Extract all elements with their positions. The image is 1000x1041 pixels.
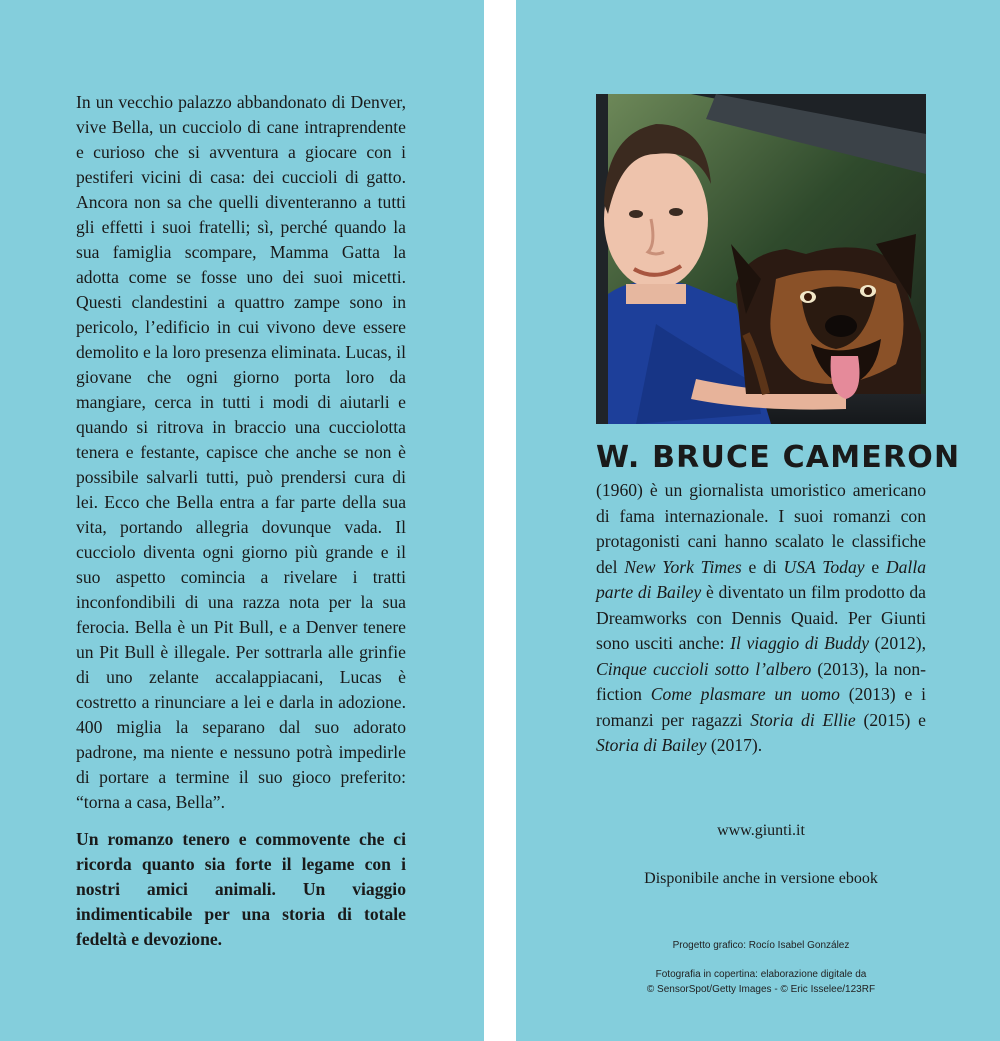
bio-title-italic: Storia di Ellie xyxy=(750,709,856,730)
bio-text: (1960) è un giornalista umoristico americano di fama internazionale. I suoi romanzi con protagonisti cani hanno scalato le classifiche del xyxy=(596,480,926,577)
bio-text: (2015) e xyxy=(855,709,926,730)
photo-credit xyxy=(516,967,1000,997)
bio-title-italic: USA Today xyxy=(783,556,865,577)
bio-title-italic: Storia di Bailey xyxy=(596,735,707,755)
bio-text: (2012), xyxy=(869,633,926,653)
left-flap xyxy=(0,0,484,1041)
author-bio xyxy=(596,478,926,759)
bio-title-italic: Come plasmare un uomo xyxy=(650,684,840,704)
author-bio-paragraph xyxy=(596,478,926,759)
bio-text: (2017). xyxy=(706,735,763,755)
design-credit: Progetto grafico: Rocío Isabel González xyxy=(672,940,850,951)
bio-text: è diventato un film prodotto da Dreamworks con Dennis Quaid. Per Giunti sono usciti anche: xyxy=(596,582,926,653)
ebook-availability-note: Disponibile anche in versione ebook xyxy=(644,870,878,887)
synopsis-closing-bold: Un romanzo tenero e commovente che ci ricorda quanto sia forte il legame con i nostri amici animali. Un viaggio indimenticabile per una storia di totale fedeltà e devozione. xyxy=(76,829,406,949)
bio-title-italic: Dalla parte di Bailey xyxy=(596,556,926,602)
bio-title-italic: Il viaggio di Buddy xyxy=(730,633,870,653)
bio-text: e xyxy=(864,556,886,577)
photo-credit-line: Fotografia in copertina: elaborazione digitale da xyxy=(655,969,867,980)
author-photo xyxy=(596,94,926,424)
bio-title-italic: New York Times xyxy=(624,556,742,577)
bio-text: (2013) e i romanzi per ragazzi xyxy=(596,684,926,730)
synopsis-text-block xyxy=(76,90,406,952)
synopsis-paragraph: In un vecchio palazzo abbandonato di Denver, vive Bella, un cucciolo di cane intraprendente e curioso che si avventura a giocare con i pestiferi vicini di casa: dei cuccioli di gatto. Ancora non sa che quelli diventeranno a tutti gli effetti i suoi fratelli; sì, perché quando la sua famiglia scompare, Mamma Gatta la adotta come se fosse uno dei suoi micetti. Questi clandestini a quattro zampe sono in pericolo, l’edificio in cui vivono deve essere demolito e la loro presenza eliminata. Lucas, il giovane che ogni giorno porta loro da mangiare, cerca in tutti i modi di aiutarli e quando si ritrova in braccio una cucciolotta tenera e festante, capisce che anche se non è possibile salvarli tutti, può prendersi cura di lei. Ecco che Bella entra a far parte della sua vita, portando allegria dovunque vada. Il cucciolo diventa ogni giorno più grande e il suo aspetto comincia a rivelare i tratti inconfondibili di una razza nota per la sua ferocia. Bella è un Pit Bull, e a Denver tenere un Pit Bull è illegale. Per sottrarla alle grinfie di uno zelante accalappiacani, Lucas è costretto a rinunciare a lei e darla in adozione. 400 miglia la separano dal suo adorato padrone, ma niente e nessuno potrà impedirle di portare a termine il suo gioco preferito: “torna a casa, Bella”. xyxy=(76,92,406,812)
bio-text: e di xyxy=(741,556,784,577)
publisher-website: www.giunti.it xyxy=(717,822,805,839)
photo-credit-line: © SensorSpot/Getty Images - © Eric Isselee/123RF xyxy=(646,984,876,995)
right-flap xyxy=(516,0,1000,1041)
bio-title-italic: Cinque cuccioli sotto l’albero xyxy=(596,658,812,679)
bio-text: (2013), la non-fiction xyxy=(596,658,926,704)
author-with-dog-illustration xyxy=(596,94,926,424)
author-name-heading: W. BRUCE CAMERON xyxy=(596,440,961,475)
